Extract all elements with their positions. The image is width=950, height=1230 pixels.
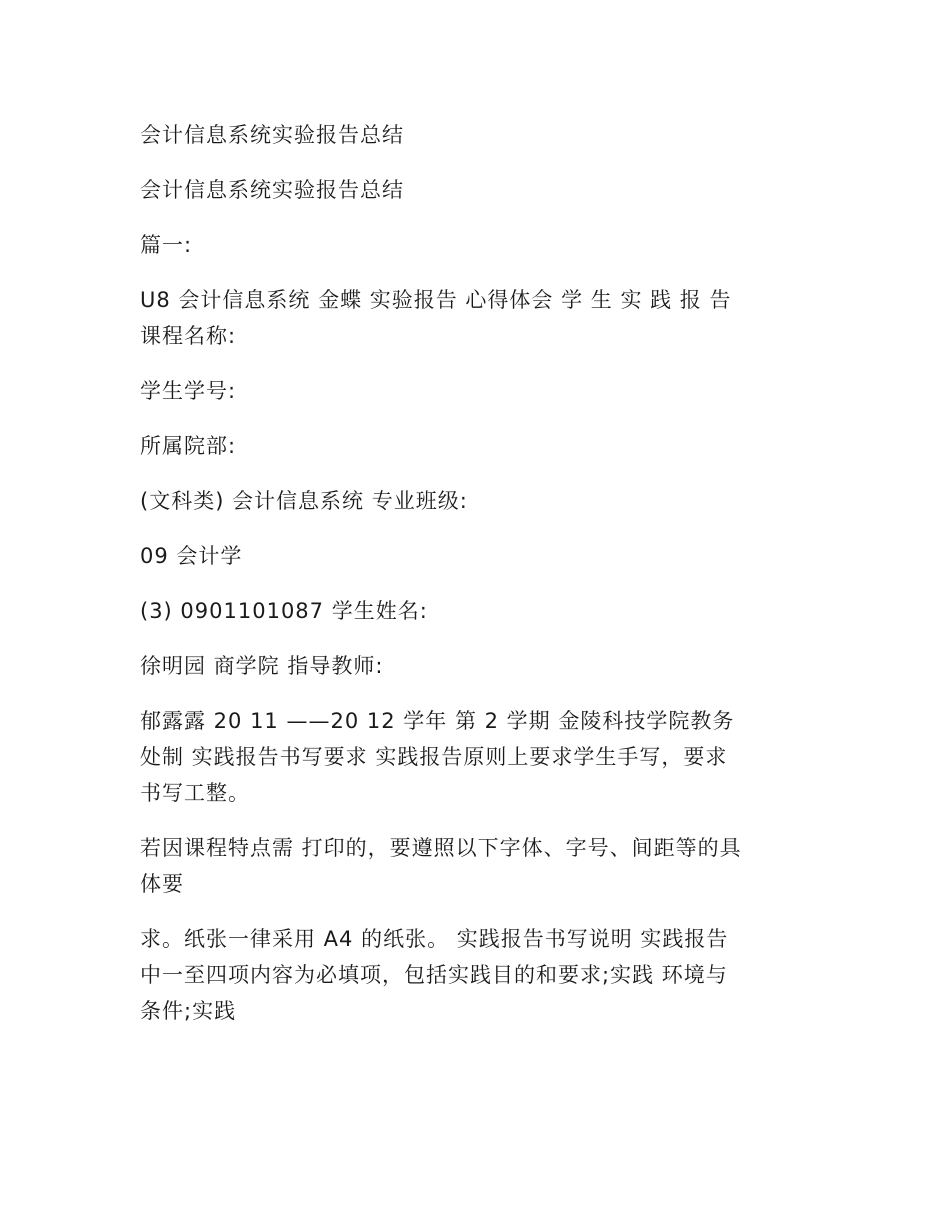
paragraph-line: 条件;实践 — [140, 999, 237, 1023]
paragraph-line: 若因课程特点需 打印的，要遵照以下字体、字号、间距等的具 — [140, 836, 742, 860]
paragraph — [140, 703, 812, 811]
paragraph-line: 处制 实践报告书写要求 实践报告原则上要求学生手写，要求 — [140, 745, 728, 769]
document-page — [140, 117, 812, 1048]
paragraph-line: (3) 0901101087 学生姓名: — [140, 599, 428, 623]
paragraph — [140, 282, 812, 354]
document-subtitle: 会计信息系统实验报告总结 — [140, 178, 404, 202]
paragraph — [140, 483, 812, 519]
paragraph-line: (文科类) 会计信息系统 专业班级: — [140, 489, 468, 513]
paragraph — [140, 428, 812, 464]
paragraph — [140, 373, 812, 409]
paragraph — [140, 830, 812, 902]
paragraph-line: 书写工整。 — [140, 781, 250, 805]
paragraph-line: 中一至四项内容为必填项，包括实践目的和要求;实践 环境与 — [140, 963, 728, 987]
section-label: 篇一: — [140, 233, 193, 257]
paragraph-line: U8 会计信息系统 金蝶 实验报告 心得体会 学 生 实 践 报 告 — [140, 288, 732, 312]
paragraph-line: 体要 — [140, 872, 184, 896]
body-paragraphs — [140, 282, 812, 1029]
paragraph-line: 课程名称: — [140, 324, 237, 348]
document-title: 会计信息系统实验报告总结 — [140, 123, 404, 147]
paragraph-line: 求。纸张一律采用 A4 的纸张。 实践报告书写说明 实践报告 — [140, 927, 729, 951]
paragraph-line: 学生学号: — [140, 379, 237, 403]
paragraph — [140, 538, 812, 574]
paragraph-line: 徐明园 商学院 指导教师: — [140, 654, 384, 678]
paragraph — [140, 648, 812, 684]
paragraph — [140, 921, 812, 1029]
paragraph-line: 09 会计学 — [140, 544, 243, 568]
paragraph — [140, 593, 812, 629]
paragraph-line: 郁露露 20 11 ——20 12 学年 第 2 学期 金陵科技学院教务 — [140, 709, 735, 733]
paragraph-line: 所属院部: — [140, 434, 237, 458]
